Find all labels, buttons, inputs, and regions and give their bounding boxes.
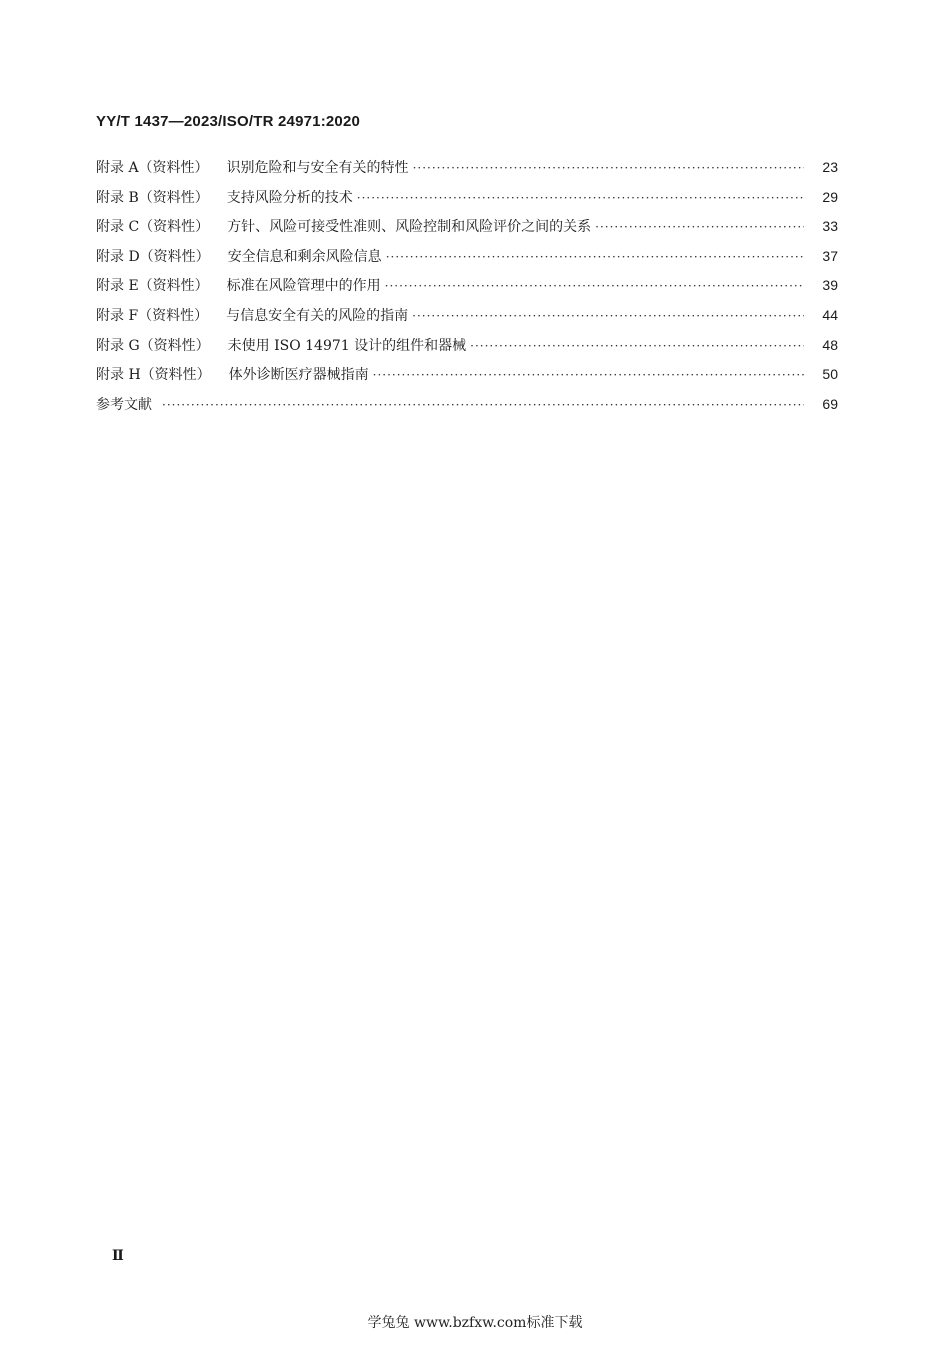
toc-entry-title: 支持风险分析的技术 bbox=[226, 189, 353, 206]
toc-leader-dots bbox=[470, 339, 804, 353]
toc-entry-bibliography[interactable] bbox=[96, 394, 838, 424]
toc-entry-label: 附录 B（资料性） bbox=[96, 189, 209, 206]
toc-entry-label: 附录 H（资料性） bbox=[96, 367, 211, 384]
toc-entry-label: 附录 E（资料性） bbox=[96, 278, 209, 295]
toc-entry-page: 50 bbox=[822, 366, 838, 383]
table-of-contents bbox=[96, 157, 838, 423]
toc-entry-title: 未使用 ISO 14971 设计的组件和器械 bbox=[227, 337, 467, 354]
toc-entry-page: 69 bbox=[822, 395, 838, 412]
toc-entry-annex-h[interactable] bbox=[96, 364, 838, 394]
toc-entry-page: 44 bbox=[822, 306, 838, 323]
toc-entry-annex-g[interactable] bbox=[96, 335, 838, 365]
toc-entry-page: 29 bbox=[822, 188, 838, 205]
toc-entry-title: 安全信息和剩余风险信息 bbox=[227, 248, 382, 265]
document-header: YY/T 1437—2023/ISO/TR 24971:2020 bbox=[96, 113, 361, 130]
toc-entry-annex-a[interactable] bbox=[96, 157, 838, 187]
toc-entry-title: 方针、风险可接受性准则、风险控制和风险评价之间的关系 bbox=[227, 219, 592, 236]
toc-entry-page: 23 bbox=[822, 159, 838, 175]
toc-leader-dots bbox=[357, 191, 804, 205]
toc-entry-label: 附录 D（资料性） bbox=[96, 248, 210, 265]
toc-leader-dots bbox=[413, 161, 804, 175]
toc-leader-dots bbox=[373, 368, 804, 382]
toc-entry-label: 附录 C（资料性） bbox=[96, 219, 210, 236]
toc-leader-dots bbox=[412, 309, 804, 323]
toc-leader-dots bbox=[385, 279, 804, 293]
toc-entry-title: 标准在风险管理中的作用 bbox=[226, 278, 381, 295]
toc-entry-title: 体外诊断医疗器械指南 bbox=[228, 367, 369, 384]
toc-leader-dots bbox=[595, 220, 804, 234]
toc-entry-annex-d[interactable] bbox=[96, 246, 838, 276]
toc-entry-annex-c[interactable] bbox=[96, 216, 838, 246]
toc-leader-dots bbox=[162, 398, 804, 412]
toc-entry-page: 48 bbox=[822, 336, 838, 353]
toc-entry-page: 39 bbox=[822, 277, 838, 294]
toc-entry-annex-e[interactable] bbox=[96, 275, 838, 305]
toc-leader-dots bbox=[386, 250, 804, 264]
toc-entry-label: 参考文献 bbox=[96, 396, 152, 413]
toc-entry-label: 附录 G（资料性） bbox=[96, 337, 210, 354]
toc-entry-annex-b[interactable] bbox=[96, 187, 838, 217]
toc-entry-label: 附录 F（资料性） bbox=[96, 307, 209, 324]
toc-entry-title: 与信息安全有关的风险的指南 bbox=[226, 307, 409, 324]
page-number: Ⅱ bbox=[112, 1248, 124, 1264]
watermark-text: 学兔兔 www.bzfxw.com标准下载 bbox=[367, 1315, 583, 1331]
toc-entry-page: 37 bbox=[822, 247, 838, 264]
toc-entry-page: 33 bbox=[822, 218, 838, 235]
toc-entry-title: 识别危险和与安全有关的特性 bbox=[226, 160, 409, 176]
toc-entry-annex-f[interactable] bbox=[96, 305, 838, 335]
toc-entry-label: 附录 A（资料性） bbox=[96, 160, 209, 176]
